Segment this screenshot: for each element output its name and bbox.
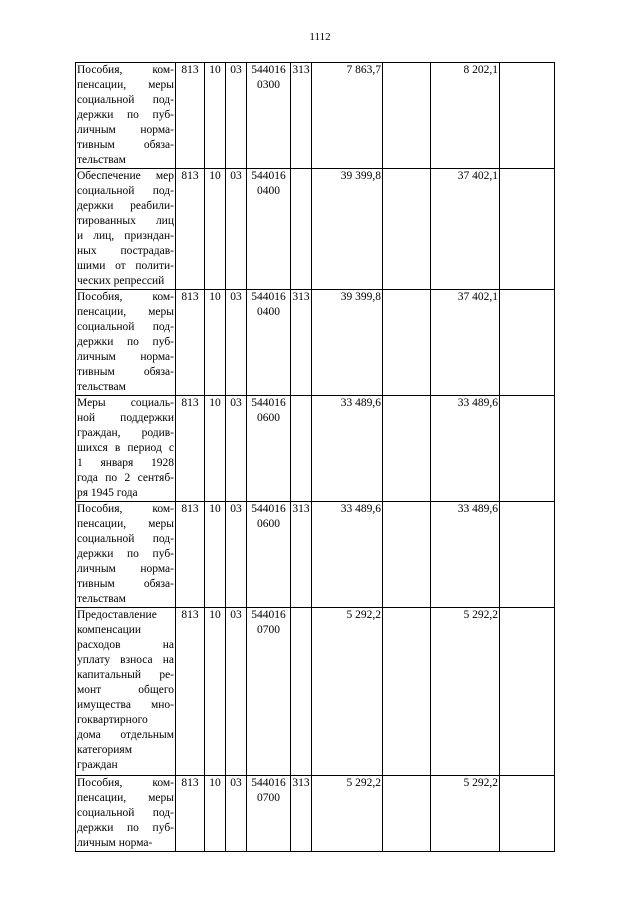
extra-amount-year2-cell	[500, 63, 555, 169]
expense-name-line: Пособия, ком-	[77, 64, 174, 76]
extra-amount-year1-cell	[383, 63, 431, 169]
amount-year1-cell: 5 292,2	[312, 608, 383, 776]
expense-name-line: Предоставление	[77, 609, 157, 621]
extra-amount-year1-cell	[383, 608, 431, 776]
expense-name-line: года по 2 сентяб-	[77, 472, 174, 484]
amount-year1-cell: 39 399,8	[312, 169, 383, 290]
expense-name-line: держки по пуб-	[77, 336, 174, 348]
expense-name-line: шими от полити-	[77, 260, 174, 272]
target-article-cell	[247, 608, 291, 776]
target-article-line: 544016	[251, 503, 286, 515]
expense-name-line: социальной под-	[77, 533, 174, 545]
expense-name-line: пенсации, меры	[77, 792, 174, 804]
extra-amount-year1-cell	[383, 396, 431, 502]
subsection-code-cell: 03	[226, 396, 247, 502]
table-row	[76, 169, 555, 290]
expense-name-line: гоквартирного	[77, 714, 148, 726]
section-code-cell: 10	[205, 608, 226, 776]
expense-name-line: 1 января 1928	[77, 457, 174, 469]
target-article-line: 0700	[257, 792, 280, 804]
expense-name-line: ческих репрессий	[77, 275, 165, 287]
extra-amount-year2-cell	[500, 290, 555, 396]
amount-year1-cell: 5 292,2	[312, 776, 383, 852]
grbs-code-cell: 813	[176, 396, 205, 502]
target-article-line: 0700	[257, 624, 280, 636]
expense-type-cell: 313	[291, 290, 312, 396]
target-article-line: 544016	[251, 777, 286, 789]
expense-name-line: социальной под-	[77, 94, 174, 106]
target-article-line: 544016	[251, 64, 286, 76]
expense-name-line: ных пострадав-	[77, 245, 174, 257]
expense-name-line: уплату взноса на	[77, 654, 174, 666]
expense-name-line: ря 1945 года	[77, 487, 138, 499]
expense-name-line: социальной под-	[77, 185, 174, 197]
expense-type-cell: 313	[291, 63, 312, 169]
extra-amount-year1-cell	[383, 290, 431, 396]
extra-amount-year2-cell	[500, 169, 555, 290]
section-code-cell: 10	[205, 63, 226, 169]
table-row	[76, 502, 555, 608]
subsection-code-cell: 03	[226, 608, 247, 776]
subsection-code-cell: 03	[226, 290, 247, 396]
expense-name-line: социальной под-	[77, 807, 174, 819]
expense-name-line: граждан	[77, 759, 118, 771]
expense-name-line: расходов на	[77, 639, 174, 651]
expense-name-line: шихся в период с	[77, 442, 174, 454]
target-article-cell	[247, 396, 291, 502]
amount-year1-cell: 33 489,6	[312, 396, 383, 502]
grbs-code-cell: 813	[176, 290, 205, 396]
section-code-cell: 10	[205, 396, 226, 502]
amount-year1-cell: 39 399,8	[312, 290, 383, 396]
expense-name-line: Пособия, ком-	[77, 503, 174, 515]
budget-table-body	[76, 63, 555, 852]
expense-name-cell	[76, 776, 176, 852]
amount-year1-cell: 33 489,6	[312, 502, 383, 608]
expense-name-line: держки по пуб-	[77, 822, 174, 834]
target-article-line: 0400	[257, 306, 280, 318]
expense-type-cell	[291, 608, 312, 776]
expense-type-cell: 313	[291, 502, 312, 608]
subsection-code-cell: 03	[226, 169, 247, 290]
amount-year1-cell: 7 863,7	[312, 63, 383, 169]
expense-type-cell: 313	[291, 776, 312, 852]
subsection-code-cell: 03	[226, 63, 247, 169]
amount-year2-cell: 33 489,6	[431, 502, 500, 608]
expense-name-cell	[76, 608, 176, 776]
target-article-cell	[247, 290, 291, 396]
expense-name-line: социальной под-	[77, 321, 174, 333]
expense-name-line: пенсации, меры	[77, 518, 174, 530]
section-code-cell: 10	[205, 502, 226, 608]
expense-type-cell	[291, 169, 312, 290]
grbs-code-cell: 813	[176, 608, 205, 776]
expense-name-line: пенсации, меры	[77, 79, 174, 91]
target-article-cell	[247, 169, 291, 290]
expense-name-line: тивным обяза-	[77, 139, 174, 151]
section-code-cell: 10	[205, 776, 226, 852]
extra-amount-year2-cell	[500, 502, 555, 608]
expense-name-line: и лиц, призндан-	[77, 230, 174, 242]
expense-name-line: тированных лиц	[77, 215, 174, 227]
table-row	[76, 776, 555, 852]
target-article-cell	[247, 502, 291, 608]
extra-amount-year2-cell	[500, 396, 555, 502]
subsection-code-cell: 03	[226, 776, 247, 852]
amount-year2-cell: 37 402,1	[431, 290, 500, 396]
subsection-code-cell: 03	[226, 502, 247, 608]
expense-name-line: личным норма-	[77, 351, 174, 363]
expense-name-line: компенсации	[77, 624, 142, 636]
target-article-cell	[247, 776, 291, 852]
expense-name-cell	[76, 502, 176, 608]
expense-name-line: Пособия, ком-	[77, 777, 174, 789]
target-article-cell	[247, 63, 291, 169]
table-row	[76, 608, 555, 776]
expense-name-line: личным норма-	[77, 124, 174, 136]
section-code-cell: 10	[205, 169, 226, 290]
table-row	[76, 396, 555, 502]
expense-name-line: Меры социаль-	[77, 397, 174, 409]
target-article-line: 544016	[251, 170, 286, 182]
expense-name-line: держки по пуб-	[77, 548, 174, 560]
table-row	[76, 63, 555, 169]
expense-name-line: Пособия, ком-	[77, 291, 174, 303]
expense-name-line: тельствам	[77, 381, 126, 393]
expense-name-line: держки реабили-	[77, 200, 174, 212]
table-row	[76, 290, 555, 396]
section-code-cell: 10	[205, 290, 226, 396]
target-article-line: 0600	[257, 518, 280, 530]
amount-year2-cell: 5 292,2	[431, 776, 500, 852]
extra-amount-year2-cell	[500, 608, 555, 776]
amount-year2-cell: 37 402,1	[431, 169, 500, 290]
grbs-code-cell: 813	[176, 776, 205, 852]
expense-name-cell	[76, 63, 176, 169]
expense-name-line: категориям	[77, 744, 133, 756]
amount-year2-cell: 5 292,2	[431, 608, 500, 776]
extra-amount-year1-cell	[383, 169, 431, 290]
target-article-line: 0400	[257, 185, 280, 197]
target-article-line: 0600	[257, 412, 280, 424]
expense-name-line: тельствам	[77, 154, 126, 166]
expense-name-line: ной поддержки	[77, 412, 174, 424]
target-article-line: 544016	[251, 609, 286, 621]
page-number: 1112	[309, 31, 331, 43]
expense-name-line: тивным обяза-	[77, 578, 174, 590]
expense-name-line: дома отдельным	[77, 729, 174, 741]
expense-name-line: пенсации, меры	[77, 306, 174, 318]
extra-amount-year2-cell	[500, 776, 555, 852]
expense-name-line: имущества мно-	[77, 699, 174, 711]
expense-name-line: личным норма-	[77, 837, 153, 849]
expense-name-line: граждан, родив-	[77, 427, 174, 439]
expense-name-cell	[76, 290, 176, 396]
target-article-line: 544016	[251, 291, 286, 303]
expense-name-line: тивным обяза-	[77, 366, 174, 378]
expense-name-cell	[76, 169, 176, 290]
grbs-code-cell: 813	[176, 169, 205, 290]
expense-name-line: капитальный ре-	[77, 669, 174, 681]
extra-amount-year1-cell	[383, 776, 431, 852]
target-article-line: 544016	[251, 397, 286, 409]
expense-name-line: держки по пуб-	[77, 109, 174, 121]
target-article-line: 0300	[257, 79, 280, 91]
amount-year2-cell: 8 202,1	[431, 63, 500, 169]
expense-name-line: Обеспечение мер	[77, 170, 174, 182]
budget-table	[75, 62, 555, 852]
amount-year2-cell: 33 489,6	[431, 396, 500, 502]
expense-name-line: личным норма-	[77, 563, 174, 575]
expense-type-cell	[291, 396, 312, 502]
extra-amount-year1-cell	[383, 502, 431, 608]
expense-name-line: тельствам	[77, 593, 126, 605]
grbs-code-cell: 813	[176, 63, 205, 169]
expense-name-line: монт общего	[77, 684, 174, 696]
expense-name-cell	[76, 396, 176, 502]
grbs-code-cell: 813	[176, 502, 205, 608]
